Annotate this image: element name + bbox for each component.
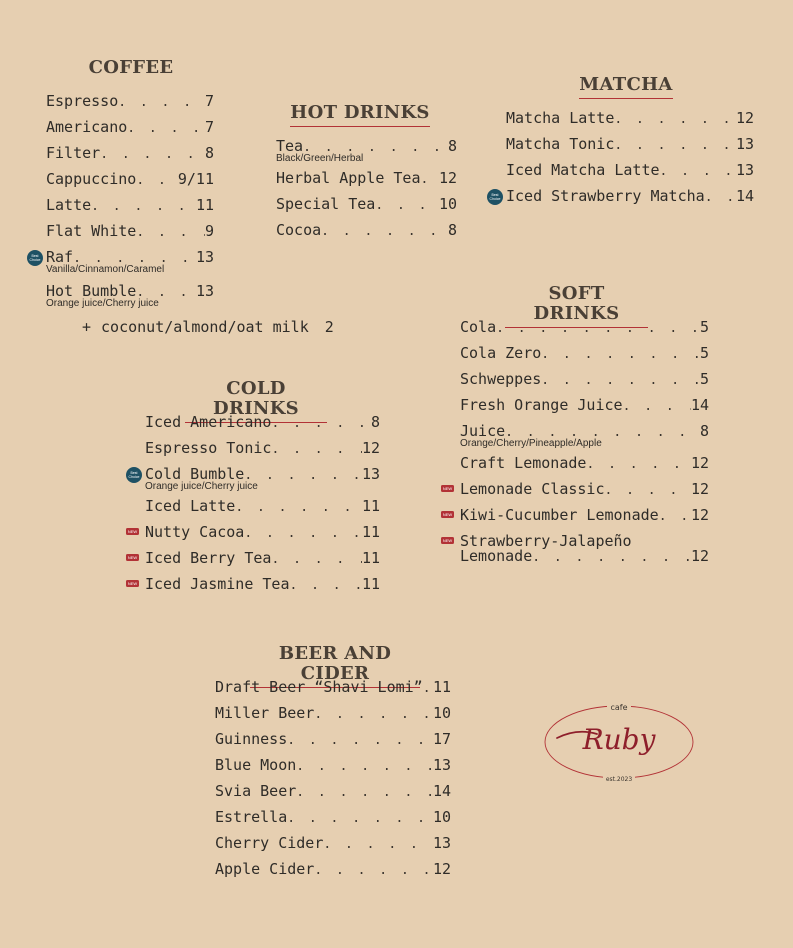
item-price: 5 bbox=[699, 344, 709, 362]
matcha-list bbox=[489, 106, 754, 210]
menu-item bbox=[128, 462, 380, 492]
menu-item bbox=[215, 675, 451, 701]
menu-item bbox=[46, 279, 214, 309]
coffee-title-wrap bbox=[80, 58, 182, 81]
item-price: 12 bbox=[690, 480, 709, 498]
matcha-title-wrap bbox=[572, 75, 680, 99]
menu-item bbox=[215, 727, 451, 753]
menu-item bbox=[460, 315, 709, 341]
item-name: Matcha Latte bbox=[506, 109, 615, 127]
item-name-continued: Lemonade bbox=[460, 547, 533, 565]
badge-text: Best bbox=[130, 471, 138, 475]
menu-item bbox=[442, 503, 709, 529]
item-name: Iced Jasmine Tea bbox=[145, 575, 290, 593]
new-badge: NEW bbox=[127, 555, 138, 560]
item-name: Cappuccino bbox=[46, 170, 137, 188]
item-name: Fresh Orange Juice bbox=[460, 396, 623, 414]
menu-item bbox=[215, 857, 451, 883]
item-price: 13 bbox=[361, 465, 380, 483]
beer-section-title: BEER AND CIDER bbox=[250, 644, 420, 688]
addon-price: 2 bbox=[324, 318, 334, 336]
item-name: Iced Strawberry Matcha bbox=[506, 187, 705, 205]
menu-item bbox=[46, 193, 214, 219]
menu-item bbox=[215, 701, 451, 727]
item-note: Orange juice/Cherry juice bbox=[46, 298, 159, 309]
item-name: Iced Americano bbox=[145, 413, 272, 431]
item-price: 13 bbox=[195, 282, 214, 300]
menu-item bbox=[276, 166, 457, 192]
menu-item bbox=[215, 779, 451, 805]
menu-item bbox=[276, 192, 457, 218]
item-name: Craft Lemonade bbox=[460, 454, 587, 472]
logo-top-text: cafe bbox=[610, 703, 628, 712]
menu-item bbox=[460, 393, 709, 419]
badge-text: Choice bbox=[489, 197, 501, 201]
item-price: 10 bbox=[438, 195, 457, 213]
item-price: 11 bbox=[361, 549, 380, 567]
item-price: 12 bbox=[690, 547, 709, 565]
hot-drinks-section-title: HOT DRINKS bbox=[290, 103, 429, 127]
item-price: 12 bbox=[361, 439, 380, 457]
item-name: Apple Cider bbox=[215, 860, 315, 878]
logo-bottom-text: est.2023 bbox=[605, 776, 633, 783]
item-price: 9 bbox=[204, 222, 214, 240]
cold-drinks-section-title: COLD DRINKS bbox=[185, 379, 327, 423]
soft-drinks-list bbox=[442, 315, 709, 565]
item-name: Blue Moon bbox=[215, 756, 297, 774]
item-note: Vanilla/Cinnamon/Caramel bbox=[46, 264, 165, 275]
item-name: Schweppes bbox=[460, 370, 542, 388]
menu-item bbox=[460, 341, 709, 367]
menu-item bbox=[215, 753, 451, 779]
menu-item bbox=[506, 158, 754, 184]
menu-item bbox=[276, 134, 457, 164]
item-name: Herbal Apple Tea bbox=[276, 169, 421, 187]
item-name: Cocoa bbox=[276, 221, 322, 239]
item-price: 13 bbox=[735, 135, 754, 153]
item-price: 10 bbox=[432, 808, 451, 826]
menu-item bbox=[506, 106, 754, 132]
new-badge: NEW bbox=[442, 486, 453, 491]
item-name: Espresso Tonic bbox=[145, 439, 272, 457]
menu-item bbox=[46, 141, 214, 167]
menu-item bbox=[460, 451, 709, 477]
item-name: Americano bbox=[46, 118, 128, 136]
item-name: Latte bbox=[46, 196, 92, 214]
item-price: 8 bbox=[370, 413, 380, 431]
menu-item bbox=[145, 436, 380, 462]
item-price: 12 bbox=[735, 109, 754, 127]
item-price: 12 bbox=[438, 169, 457, 187]
item-price: 11 bbox=[432, 678, 451, 696]
item-price: 11 bbox=[195, 196, 214, 214]
item-name: Cola Zero bbox=[460, 344, 542, 362]
badge-text: Best bbox=[31, 254, 39, 258]
menu-item bbox=[215, 831, 451, 857]
item-name: Filter bbox=[46, 144, 101, 162]
item-price: 5 bbox=[699, 318, 709, 336]
item-price: 8 bbox=[204, 144, 214, 162]
hot-drinks-list bbox=[276, 134, 457, 244]
item-name: Estrella bbox=[215, 808, 288, 826]
menu-item bbox=[489, 184, 754, 210]
menu-item bbox=[29, 245, 214, 275]
cafe-ruby-logo bbox=[543, 700, 695, 784]
new-badge: NEW bbox=[442, 538, 453, 543]
menu-item bbox=[46, 89, 214, 115]
item-price: 8 bbox=[447, 137, 457, 155]
item-price: 17 bbox=[432, 730, 451, 748]
addon-text: coconut/almond/oat milk bbox=[101, 318, 309, 336]
item-name: Juice bbox=[460, 422, 506, 440]
menu-item bbox=[145, 410, 380, 436]
item-name: Special Tea bbox=[276, 195, 376, 213]
item-name: Iced Berry Tea bbox=[145, 549, 272, 567]
logo-svg bbox=[543, 700, 695, 784]
item-name: Guinness bbox=[215, 730, 288, 748]
item-price: 11 bbox=[361, 575, 380, 593]
item-name: Hot Bumble bbox=[46, 282, 137, 300]
item-price: 5 bbox=[699, 370, 709, 388]
menu-item bbox=[127, 546, 380, 572]
item-name: Miller Beer bbox=[215, 704, 315, 722]
item-price: 14 bbox=[432, 782, 451, 800]
item-name: Lemonade Classic bbox=[460, 480, 605, 498]
item-price: 13 bbox=[432, 756, 451, 774]
item-price: 8 bbox=[699, 422, 709, 440]
milk-addon bbox=[82, 316, 334, 338]
best-choice-badge bbox=[487, 189, 503, 205]
menu-item bbox=[460, 367, 709, 393]
item-name: Raf bbox=[46, 248, 74, 266]
new-badge: NEW bbox=[442, 512, 453, 517]
item-price: 14 bbox=[735, 187, 754, 205]
item-name: Cherry Cider bbox=[215, 834, 324, 852]
menu-item bbox=[442, 477, 709, 503]
menu-item bbox=[460, 419, 709, 449]
item-price: 7 bbox=[204, 118, 214, 136]
menu-item bbox=[127, 572, 380, 598]
item-name: Svia Beer bbox=[215, 782, 297, 800]
item-name: Cola bbox=[460, 318, 497, 336]
item-note: Orange/Cherry/Pineapple/Apple bbox=[460, 438, 602, 449]
item-price: 12 bbox=[690, 506, 709, 524]
logo-name: Ruby bbox=[582, 723, 656, 756]
best-choice-badge bbox=[27, 250, 43, 266]
item-name: Flat White bbox=[46, 222, 137, 240]
item-name: Nutty Cacoa bbox=[145, 523, 245, 541]
best-choice-badge bbox=[126, 467, 142, 483]
item-name: Draft Beer “Shavi Lomi” bbox=[215, 678, 423, 696]
item-name: Iced Latte bbox=[145, 497, 236, 515]
item-price: 10 bbox=[432, 704, 451, 722]
menu-item bbox=[442, 529, 709, 565]
item-name: Matcha Tonic bbox=[506, 135, 615, 153]
item-price: 7 bbox=[204, 92, 214, 110]
item-price: 13 bbox=[735, 161, 754, 179]
hot-drinks-title-wrap bbox=[290, 103, 430, 127]
item-price: 8 bbox=[447, 221, 457, 239]
menu-item bbox=[46, 167, 214, 193]
item-name: Cold Bumble bbox=[145, 465, 245, 483]
item-price: 11 bbox=[361, 523, 380, 541]
cold-drinks-list bbox=[127, 410, 380, 598]
item-price: 13 bbox=[432, 834, 451, 852]
item-price: 12 bbox=[432, 860, 451, 878]
matcha-section-title: MATCHA bbox=[579, 75, 672, 99]
menu-item bbox=[46, 115, 214, 141]
badge-text: Choice bbox=[29, 258, 41, 262]
menu-item bbox=[276, 218, 457, 244]
item-note: Black/Green/Herbal bbox=[276, 153, 364, 164]
coffee-section-title: COFFEE bbox=[88, 57, 174, 78]
item-name: Tea bbox=[276, 137, 304, 155]
menu-item bbox=[46, 219, 214, 245]
plus-sign: + bbox=[82, 318, 92, 336]
item-price: 14 bbox=[690, 396, 709, 414]
menu-item bbox=[215, 805, 451, 831]
item-price: 9/11 bbox=[177, 170, 214, 188]
item-price: 11 bbox=[361, 497, 380, 515]
badge-text: Choice bbox=[128, 475, 140, 479]
menu-item bbox=[506, 132, 754, 158]
menu-item bbox=[145, 494, 380, 520]
new-badge: NEW bbox=[127, 529, 138, 534]
item-price: 12 bbox=[690, 454, 709, 472]
item-name: Strawberry-Jalapeño bbox=[460, 532, 632, 550]
item-name: Iced Matcha Latte bbox=[506, 161, 660, 179]
item-price: 13 bbox=[195, 248, 214, 266]
beer-list bbox=[215, 675, 451, 883]
soft-drinks-section-title: SOFT DRINKS bbox=[505, 284, 648, 328]
item-name: Espresso bbox=[46, 92, 119, 110]
item-name: Kiwi-Cucumber Lemonade bbox=[460, 506, 659, 524]
menu-item bbox=[127, 520, 380, 546]
coffee-list bbox=[29, 89, 214, 311]
item-note: Orange juice/Cherry juice bbox=[145, 481, 258, 492]
badge-text: Best bbox=[491, 193, 499, 197]
new-badge: NEW bbox=[127, 581, 138, 586]
